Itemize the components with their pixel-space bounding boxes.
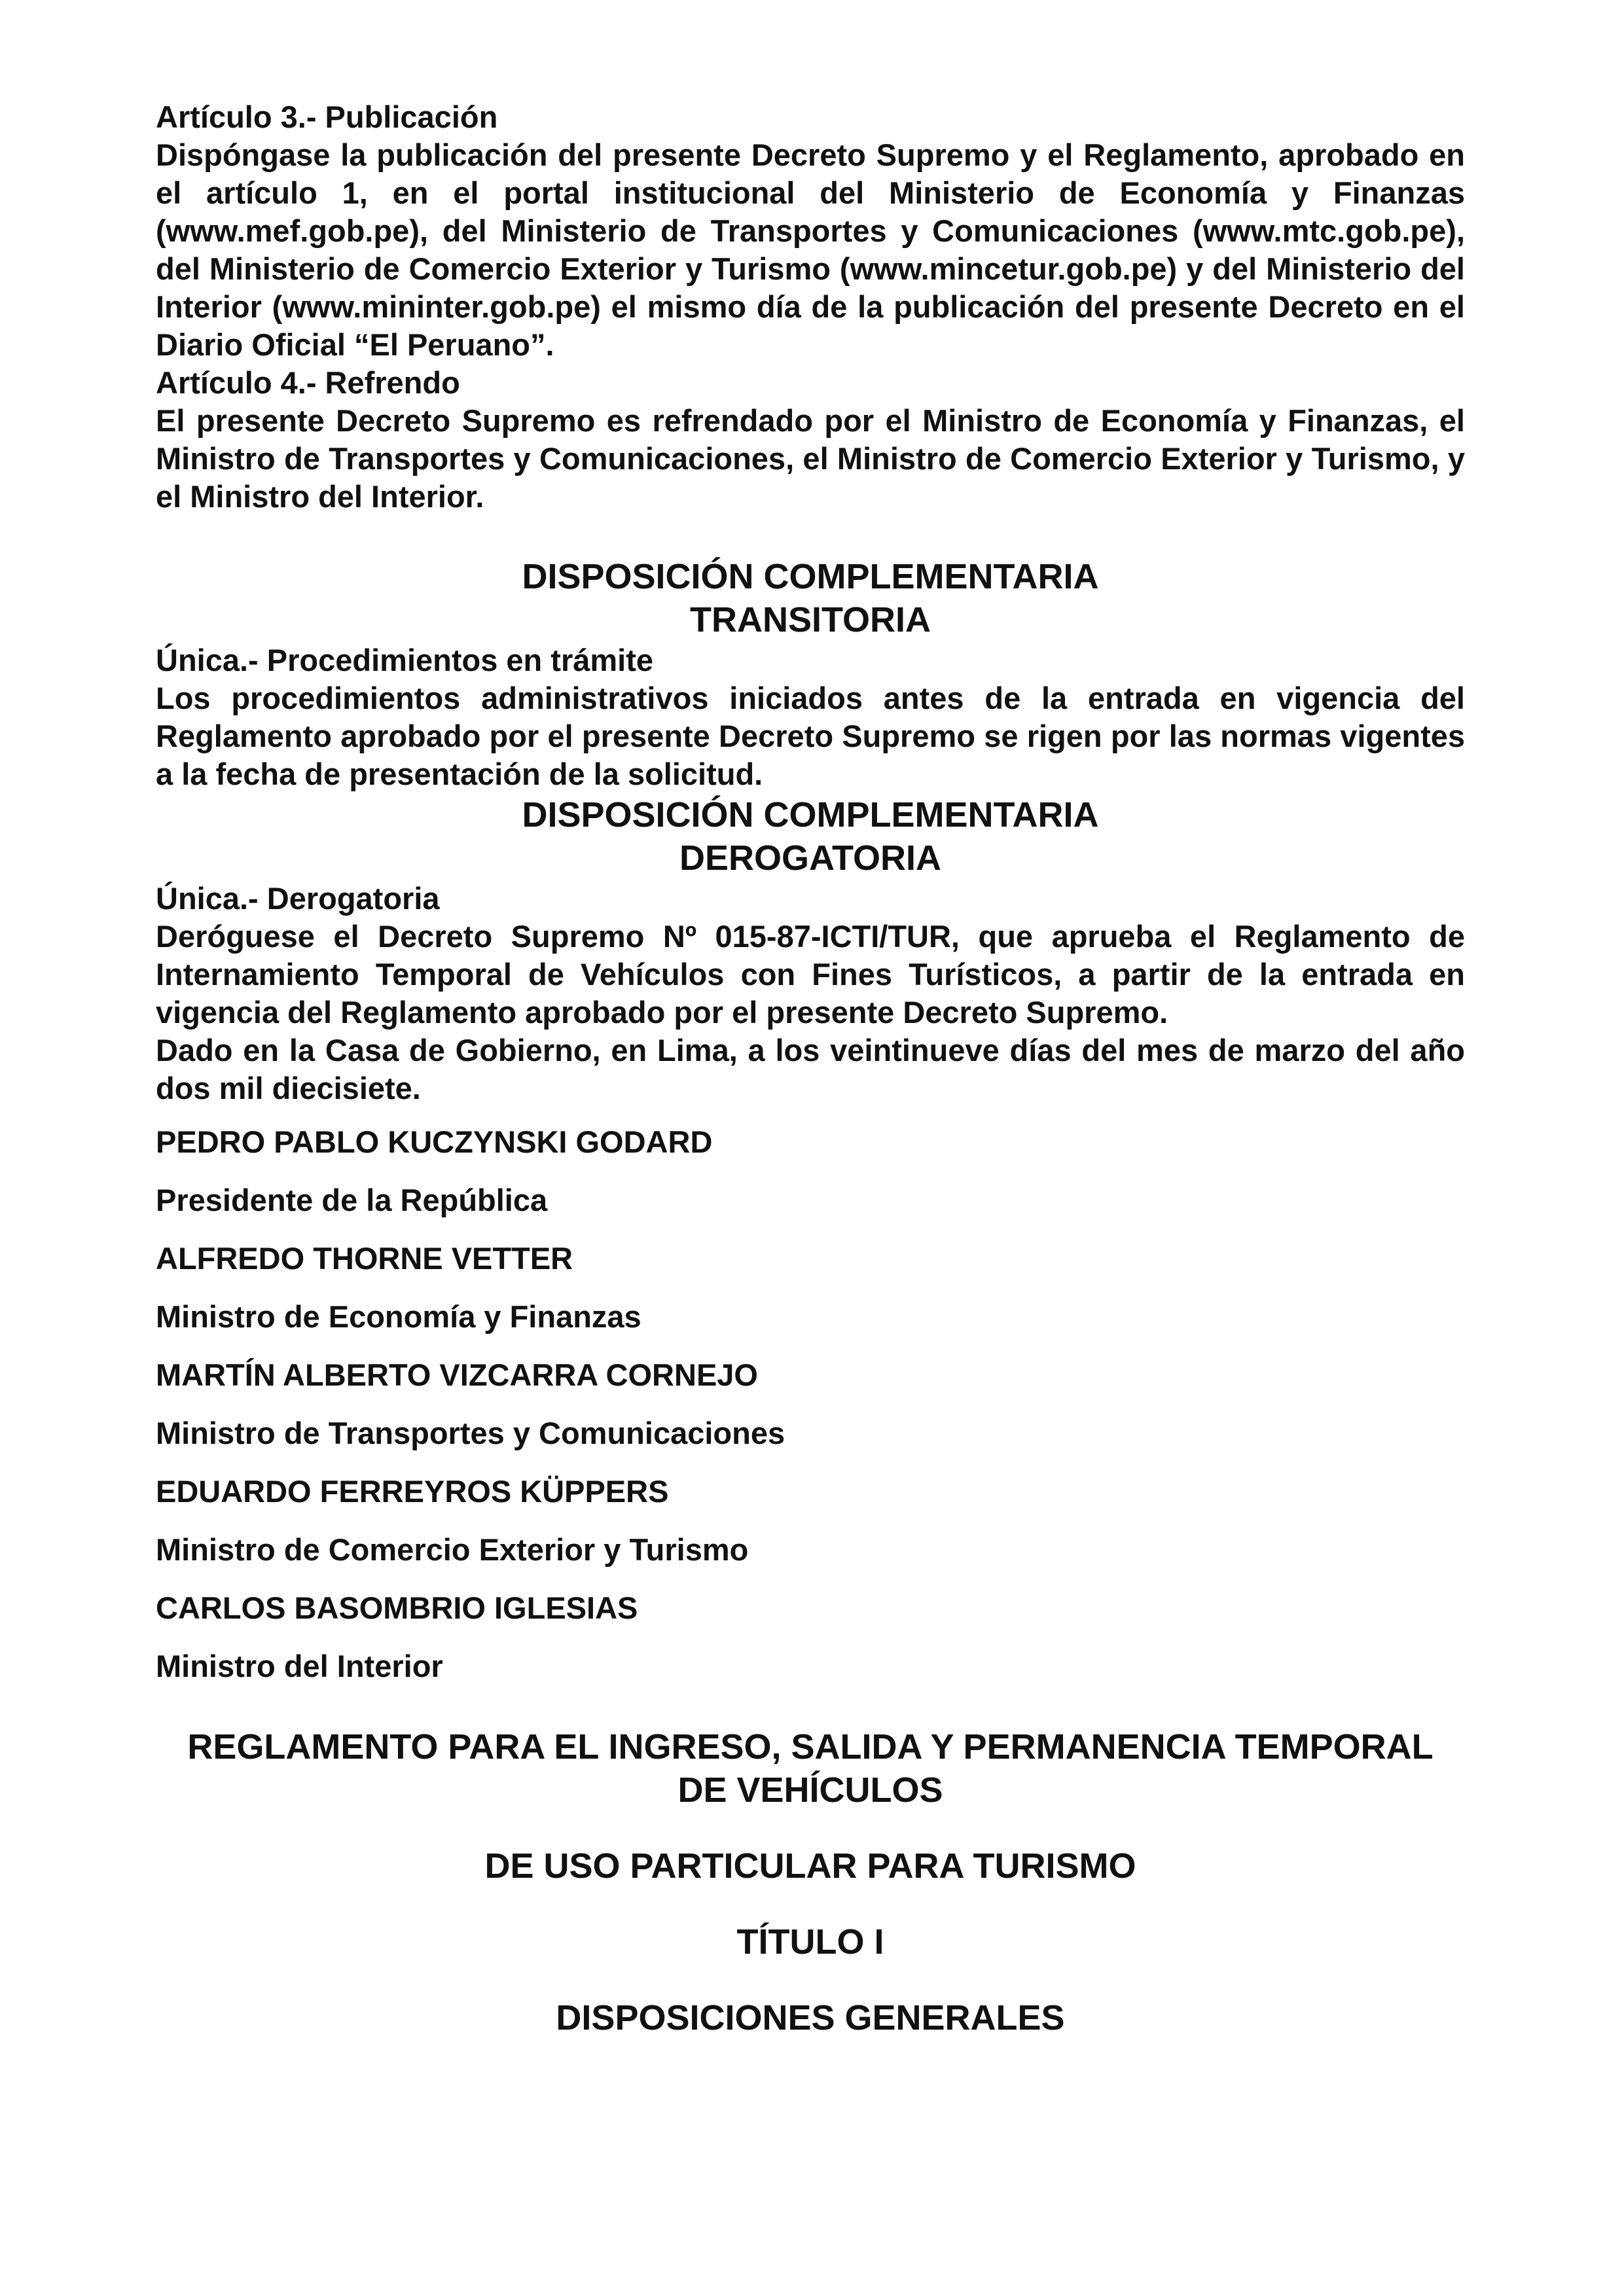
spacer	[156, 1812, 1465, 1844]
signatory-name: PEDRO PABLO KUCZYNSKI GODARD	[156, 1124, 713, 1159]
signatory-role: Ministro del Interior	[156, 1649, 443, 1683]
signatory-role: Ministro de Transportes y Comunicaciones	[156, 1416, 785, 1450]
derogatoria-heading: Única.- Derogatoria	[156, 881, 440, 916]
signatory-name: ALFREDO THORNE VETTER	[156, 1241, 573, 1276]
signatory-name: MARTÍN ALBERTO VIZCARRA CORNEJO	[156, 1357, 758, 1392]
spacer	[156, 1964, 1465, 1996]
transitoria-heading: Única.- Procedimientos en trámite	[156, 643, 654, 677]
reglamento-subtitle: DE USO PARTICULAR PARA TURISMO	[484, 1846, 1136, 1886]
titulo-name: DISPOSICIONES GENERALES	[556, 1998, 1065, 2037]
spacer	[156, 1888, 1465, 1920]
signatory-name: CARLOS BASOMBRIO IGLESIAS	[156, 1590, 638, 1625]
article-3-body: Dispóngase la publicación del presente Decreto Supremo y el Reglamento, aprobado en el artículo 1, en el portal institucional del Ministerio de Economía y Finanzas (www.mef.gob.pe), del Ministerio de Transportes y Comunicaciones (www.mtc.gob.pe), del Ministerio de Comercio Exterior y Turismo (www.mincetur.gob.pe) y del Ministerio del Interior (www.mininter.gob.pe) el mismo día de la publicación del presente Decreto en el Diario Oficial “El Peruano”.	[156, 137, 1465, 362]
article-3-heading: Artículo 3.- Publicación	[156, 99, 498, 134]
transitoria-body: Los procedimientos administrativos iniciados antes de la entrada en vigencia del Reglamento aprobado por el presente Decreto Supremo se rigen por las normas vigentes a la fecha de presentación de la solicitud.	[156, 681, 1465, 791]
reglamento-title-line1: REGLAMENTO PARA EL INGRESO, SALIDA Y PERMANENCIA TEMPORAL	[187, 1727, 1434, 1767]
spacer	[156, 516, 1465, 555]
spacer	[156, 1706, 1465, 1725]
document-page	[156, 98, 1465, 2039]
spacer	[156, 1107, 1465, 1123]
signatures	[156, 1123, 1465, 1685]
signatory-role: Ministro de Comercio Exterior y Turismo	[156, 1532, 749, 1567]
transitoria-title-line2: TRANSITORIA	[689, 600, 931, 639]
transitoria-title-line1: DISPOSICIÓN COMPLEMENTARIA	[522, 557, 1099, 596]
article-4-body: El presente Decreto Supremo es refrendado por el Ministro de Economía y Finanzas, el Ministro de Transportes y Comunicaciones, el Ministro de Comercio Exterior y Turismo, y el Ministro del Interior.	[156, 403, 1465, 514]
derogatoria-title-line2: DEROGATORIA	[679, 838, 942, 878]
derogatoria-body: Deróguese el Decreto Supremo Nº 015-87-ICTI/TUR, que aprueba el Reglamento de Internamiento Temporal de Vehículos con Fines Turísticos, a partir de la entrada en vigencia del Reglamento aprobado por el presente Decreto Supremo.	[156, 919, 1465, 1030]
dado-paragraph: Dado en la Casa de Gobierno, en Lima, a los veintinueve días del mes de marzo del año dos mil diecisiete.	[156, 1033, 1465, 1105]
derogatoria-title-line1: DISPOSICIÓN COMPLEMENTARIA	[522, 795, 1099, 834]
signatory-role: Ministro de Economía y Finanzas	[156, 1299, 641, 1334]
reglamento-title-line2: DE VEHÍCULOS	[677, 1770, 943, 1810]
titulo-heading: TÍTULO I	[736, 1922, 884, 1962]
article-4-heading: Artículo 4.- Refrendo	[156, 365, 460, 400]
signatory-role: Presidente de la República	[156, 1183, 548, 1217]
signatory-name: EDUARDO FERREYROS KÜPPERS	[156, 1474, 669, 1509]
